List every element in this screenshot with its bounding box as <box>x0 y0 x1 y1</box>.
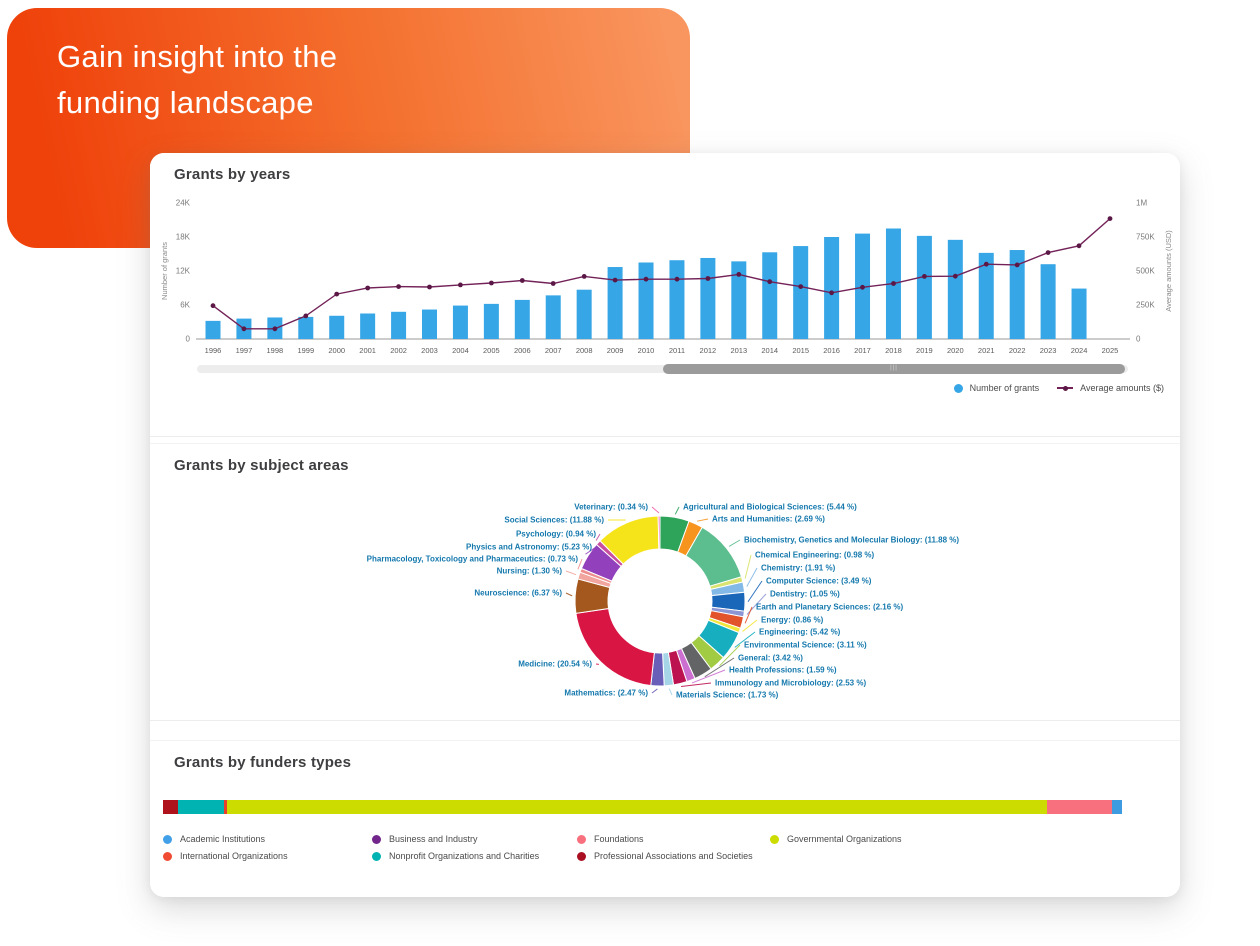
subjects-donut-chart <box>150 444 1180 722</box>
leader-line-neuroscience <box>566 593 572 596</box>
foundations-dot-icon <box>577 835 586 844</box>
year-label-2014: 2014 <box>761 346 779 355</box>
funders-legend-item-foundations[interactable] <box>577 834 644 844</box>
year-label-2017: 2017 <box>854 346 871 355</box>
grants-by-years-card <box>150 153 1180 437</box>
funders-legend-item-professional-associations-and-societies[interactable] <box>577 851 753 861</box>
banner-title <box>57 34 337 126</box>
year-label-2010: 2010 <box>637 346 655 355</box>
banner-title-line1: Gain insight into the <box>57 39 338 74</box>
leader-line-arts-and-humanities <box>697 519 708 521</box>
year-label-2011: 2011 <box>668 346 686 355</box>
bar-2002[interactable] <box>391 312 406 339</box>
year-label-2025: 2025 <box>1101 346 1119 355</box>
line-point-2025[interactable] <box>1108 216 1113 221</box>
donut-label-health-professions: Health Professions: (1.59 %) <box>729 665 837 675</box>
line-point-2019[interactable] <box>922 274 927 279</box>
bar-2010[interactable] <box>639 263 654 340</box>
right-axis-tick: 250K <box>1136 300 1155 310</box>
funders-segment-governmental-organizations[interactable] <box>227 800 1047 814</box>
blue-dot-icon <box>954 384 963 393</box>
right-axis-title: Average amounts (USD) <box>1164 230 1173 312</box>
average-amounts-line <box>213 219 1110 329</box>
donut-label-earth-and-planetary-sciences: Earth and Planetary Sciences: (2.16 %) <box>756 602 904 612</box>
leader-line-computer-science <box>748 581 762 602</box>
left-axis-tick: 24K <box>175 198 190 208</box>
year-label-2020: 2020 <box>946 346 964 355</box>
right-axis-tick: 750K <box>1136 232 1155 242</box>
bar-2016[interactable] <box>824 237 839 339</box>
left-axis-tick: 0 <box>185 334 190 344</box>
business-and-industry-dot-icon <box>372 835 381 844</box>
donut-label-medicine: Medicine: (20.54 %) <box>518 659 592 669</box>
donut-label-engineering: Engineering: (5.42 %) <box>759 627 841 637</box>
year-label-1999: 1999 <box>297 346 315 355</box>
line-point-2002[interactable] <box>396 284 401 289</box>
donut-label-social-sciences: Social Sciences: (11.88 %) <box>504 515 604 525</box>
leader-line-mathematics <box>652 689 657 693</box>
grants-by-funders-types-card <box>150 740 1180 897</box>
academic-institutions-dot-icon <box>163 835 172 844</box>
donut-segment-medicine[interactable] <box>576 609 654 686</box>
leader-line-veterinary <box>652 507 659 513</box>
line-point-1997[interactable] <box>242 326 247 331</box>
legend-label: Governmental Organizations <box>787 834 902 844</box>
year-label-2013: 2013 <box>730 346 748 355</box>
years-chart-scrollbar-track[interactable] <box>197 365 1128 373</box>
line-point-1998[interactable] <box>273 326 278 331</box>
bar-2003[interactable] <box>422 310 437 339</box>
donut-label-environmental-science: Environmental Science: (3.11 %) <box>744 640 867 650</box>
year-label-2000: 2000 <box>328 346 346 355</box>
line-point-2012[interactable] <box>706 276 711 281</box>
bar-2023[interactable] <box>1041 264 1056 339</box>
leader-line-agricultural-and-biological-sciences <box>675 507 679 514</box>
right-axis-tick: 500K <box>1136 266 1155 276</box>
donut-label-arts-and-humanities: Arts and Humanities: (2.69 %) <box>712 514 825 524</box>
line-point-2011[interactable] <box>675 277 680 282</box>
donut-label-veterinary: Veterinary: (0.34 %) <box>574 502 648 512</box>
grants-by-years-title: Grants by years <box>174 166 291 183</box>
years-chart-scrollbar-thumb[interactable]: ||| <box>663 364 1125 374</box>
donut-label-computer-science: Computer Science: (3.49 %) <box>766 576 872 586</box>
legend-label: Professional Associations and Societies <box>594 851 753 861</box>
years-chart <box>150 190 1180 362</box>
nonprofit-organizations-and-charities-dot-icon <box>372 852 381 861</box>
legend-label: Average amounts ($) <box>1080 383 1164 393</box>
legend-item-number-of-grants[interactable] <box>954 383 1040 393</box>
bar-2015[interactable] <box>793 246 808 339</box>
bar-2008[interactable] <box>577 290 592 339</box>
legend-label: Academic Institutions <box>180 834 266 844</box>
funders-segment-nonprofit-organizations-and-charities[interactable] <box>178 800 224 814</box>
line-point-2005[interactable] <box>489 281 494 286</box>
year-label-2009: 2009 <box>606 346 624 355</box>
line-point-2018[interactable] <box>891 281 896 286</box>
donut-label-neuroscience: Neuroscience: (6.37 %) <box>474 588 562 598</box>
line-point-2013[interactable] <box>736 272 741 277</box>
year-label-2012: 2012 <box>699 346 717 355</box>
year-label-2018: 2018 <box>885 346 902 355</box>
bar-1996[interactable] <box>206 321 221 339</box>
bar-2024[interactable] <box>1072 289 1087 339</box>
funders-legend-item-governmental-organizations[interactable] <box>770 834 902 844</box>
bar-2020[interactable] <box>948 240 963 339</box>
left-axis-tick: 12K <box>175 266 190 276</box>
year-label-2024: 2024 <box>1070 346 1088 355</box>
line-point-2001[interactable] <box>365 286 370 291</box>
donut-label-psychology: Psychology: (0.94 %) <box>515 529 596 539</box>
legend-label: Foundations <box>594 834 644 844</box>
leader-line-nursing <box>566 571 576 575</box>
year-label-2021: 2021 <box>977 346 995 355</box>
year-label-2004: 2004 <box>452 346 469 355</box>
international-organizations-dot-icon <box>163 852 172 861</box>
funders-legend-item-international-organizations[interactable] <box>163 851 288 861</box>
leader-line-chemical-engineering <box>745 555 751 579</box>
line-point-2017[interactable] <box>860 285 865 290</box>
bar-2005[interactable] <box>484 304 499 339</box>
grants-by-subject-areas-title: Grants by subject areas <box>174 457 349 474</box>
bar-2014[interactable] <box>762 252 777 339</box>
grants-by-funders-types-title: Grants by funders types <box>174 754 352 771</box>
left-axis-tick: 6K <box>180 300 190 310</box>
donut-label-immunology-and-microbiology: Immunology and Microbiology: (2.53 %) <box>715 678 867 688</box>
year-label-1997: 1997 <box>235 346 253 355</box>
year-label-2019: 2019 <box>916 346 933 355</box>
line-point-2014[interactable] <box>767 279 772 284</box>
line-point-1999[interactable] <box>303 314 308 319</box>
governmental-organizations-dot-icon <box>770 835 779 844</box>
banner-title-line2: funding landscape <box>57 85 314 120</box>
funders-segment-professional-associations-and-societies[interactable] <box>163 800 178 814</box>
year-label-2022: 2022 <box>1008 346 1026 355</box>
donut-label-energy: Energy: (0.86 %) <box>761 615 824 625</box>
bar-2011[interactable] <box>669 260 684 339</box>
legend-label: Business and Industry <box>389 834 478 844</box>
line-point-1996[interactable] <box>211 303 216 308</box>
bar-2007[interactable] <box>546 295 561 339</box>
donut-label-physics-and-astronomy: Physics and Astronomy: (5.23 %) <box>466 542 592 552</box>
funders-legend-item-academic-institutions[interactable] <box>163 834 265 844</box>
line-point-2000[interactable] <box>334 292 339 297</box>
funders-legend-item-business-and-industry[interactable] <box>372 834 478 844</box>
donut-label-chemical-engineering: Chemical Engineering: (0.98 %) <box>755 550 875 560</box>
donut-label-chemistry: Chemistry: (1.91 %) <box>761 563 836 573</box>
year-label-2015: 2015 <box>792 346 810 355</box>
leader-line-biochemistry-genetics-and-molecular-biology <box>729 540 740 546</box>
line-dot-marker-icon <box>1057 387 1073 389</box>
line-point-2003[interactable] <box>427 285 432 290</box>
line-point-2008[interactable] <box>582 274 587 279</box>
year-label-2005: 2005 <box>483 346 500 355</box>
year-label-2016: 2016 <box>823 346 840 355</box>
line-point-2016[interactable] <box>829 290 834 295</box>
donut-label-general: General: (3.42 %) <box>738 653 803 663</box>
year-label-1996: 1996 <box>204 346 222 355</box>
year-label-2002: 2002 <box>390 346 407 355</box>
donut-label-materials-science: Materials Science: (1.73 %) <box>676 690 779 700</box>
left-axis-tick: 18K <box>175 232 190 242</box>
right-axis-tick: 1M <box>1136 198 1148 208</box>
leader-line-psychology <box>596 534 600 541</box>
year-label-2023: 2023 <box>1039 346 1057 355</box>
donut-label-agricultural-and-biological-sciences: Agricultural and Biological Sciences: (5.44 %) <box>683 502 857 512</box>
leader-line-materials-science <box>669 689 672 695</box>
bar-2000[interactable] <box>329 316 344 339</box>
year-label-2006: 2006 <box>513 346 531 355</box>
dashboard-card-stack <box>150 153 1180 897</box>
line-point-2009[interactable] <box>613 278 618 283</box>
donut-label-pharmacology-toxicology-and-pharmaceutics: Pharmacology, Toxicology and Pharmaceutics: (0.73 %) <box>366 554 578 564</box>
line-point-2004[interactable] <box>458 283 463 288</box>
professional-associations-and-societies-dot-icon <box>577 852 586 861</box>
legend-label: Number of grants <box>969 383 1040 393</box>
line-point-2024[interactable] <box>1077 243 1082 248</box>
bar-2019[interactable] <box>917 236 932 339</box>
right-axis-tick: 0 <box>1136 334 1141 344</box>
bar-2012[interactable] <box>700 258 715 339</box>
line-point-2020[interactable] <box>953 274 958 279</box>
line-point-2007[interactable] <box>551 281 556 286</box>
grants-by-subject-areas-card <box>150 443 1180 721</box>
funders-segment-academic-institutions[interactable] <box>1112 800 1122 814</box>
legend-label: Nonprofit Organizations and Charities <box>389 851 540 861</box>
legend-label: International Organizations <box>180 851 288 861</box>
legend-item-average-amounts[interactable] <box>1057 383 1164 393</box>
funders-stacked-bar <box>163 800 1122 814</box>
donut-label-nursing: Nursing: (1.30 %) <box>496 566 562 576</box>
bar-2006[interactable] <box>515 300 530 339</box>
funders-segment-foundations[interactable] <box>1047 800 1112 814</box>
donut-segment-veterinary[interactable] <box>658 516 660 549</box>
donut-label-mathematics: Mathematics: (2.47 %) <box>564 688 648 698</box>
leader-line-energy <box>743 620 757 631</box>
line-point-2022[interactable] <box>1015 263 1020 268</box>
years-legend <box>954 383 1164 393</box>
year-label-2003: 2003 <box>421 346 438 355</box>
funders-legend-item-nonprofit-organizations-and-charities[interactable] <box>372 851 539 861</box>
donut-label-biochemistry-genetics-and-molecular-biology: Biochemistry, Genetics and Molecular Biology: (11.88 %) <box>744 535 960 545</box>
leader-line-earth-and-planetary-sciences <box>745 607 752 623</box>
line-point-2015[interactable] <box>798 284 803 289</box>
year-label-2008: 2008 <box>575 346 593 355</box>
leader-line-chemistry <box>747 568 757 587</box>
line-point-2021[interactable] <box>984 262 989 267</box>
donut-label-dentistry: Dentistry: (1.05 %) <box>770 589 840 599</box>
leader-line-immunology-and-microbiology <box>681 683 711 686</box>
bar-2004[interactable] <box>453 306 468 339</box>
line-point-2010[interactable] <box>644 277 649 282</box>
year-label-2001: 2001 <box>359 346 376 355</box>
bar-1999[interactable] <box>298 317 313 339</box>
line-point-2023[interactable] <box>1046 250 1051 255</box>
line-point-2006[interactable] <box>520 278 525 283</box>
left-axis-title: Number of grants <box>160 242 169 300</box>
year-label-1998: 1998 <box>266 346 284 355</box>
bar-2001[interactable] <box>360 314 375 340</box>
year-label-2007: 2007 <box>544 346 562 355</box>
